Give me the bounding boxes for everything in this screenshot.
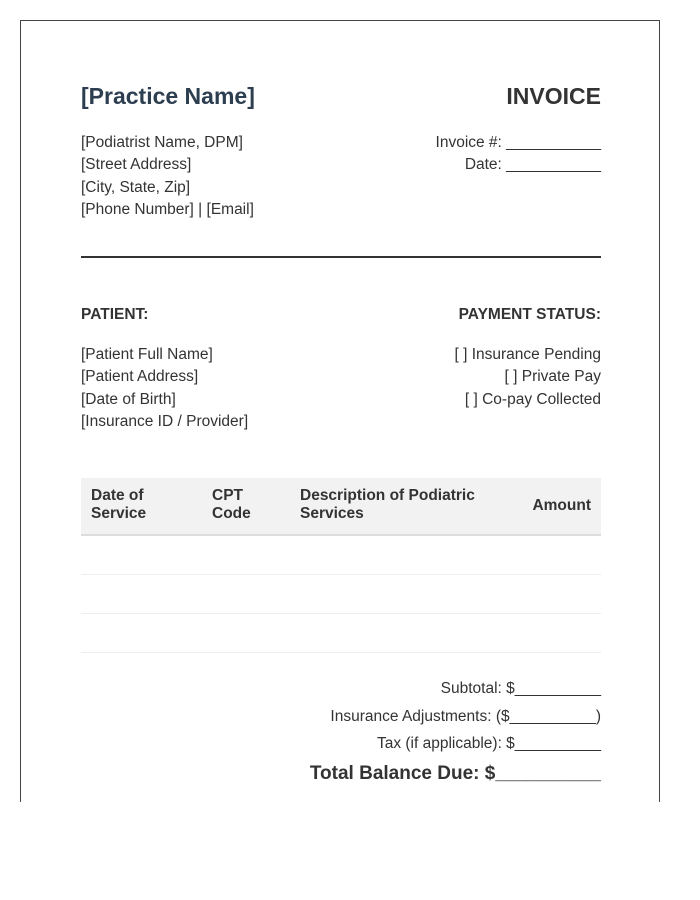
total-balance-due: Total Balance Due: $__________ [309, 762, 601, 784]
status-private-pay: [ ] Private Pay [504, 368, 601, 386]
invoice-number-field: Invoice #: ___________ [435, 134, 601, 151]
invoice-date-field: Date: ___________ [464, 156, 601, 174]
practice-details [81, 132, 254, 221]
column-cpt-code: CPT Code [212, 487, 251, 522]
header-divider [81, 256, 601, 258]
invoice-meta [436, 132, 601, 177]
tax: Tax (if applicable): $__________ [376, 735, 601, 752]
status-copay-collected: [ ] Co-pay Collected [464, 390, 601, 408]
services-table [81, 478, 601, 653]
status-insurance-pending: [ ] Insurance Pending [454, 346, 601, 363]
payment-status-heading: PAYMENT STATUS: [458, 306, 601, 323]
column-description: Description of Podiatric Services [300, 487, 475, 522]
invoice-page [20, 20, 660, 802]
podiatrist-name: [Podiatrist Name, DPM] [81, 134, 243, 151]
invoice-title: INVOICE [506, 83, 601, 109]
city-state-zip: [City, State, Zip] [81, 178, 191, 196]
subtotal: Subtotal: $__________ [440, 680, 601, 697]
table-row [81, 575, 601, 614]
patient-dob: [Date of Birth] [81, 390, 176, 408]
patient-heading: PATIENT: [81, 306, 149, 323]
table-header [81, 478, 601, 536]
street-address: [Street Address] [81, 156, 192, 174]
insurance-adjustments: Insurance Adjustments: ($__________) [330, 707, 601, 725]
column-date-of-service: Date of Service [91, 487, 147, 522]
table-row [81, 536, 601, 575]
column-amount: Amount [532, 497, 591, 514]
totals-section [310, 675, 601, 789]
patient-insurance: [Insurance ID / Provider] [81, 412, 249, 430]
payment-status-options [455, 344, 602, 411]
practice-name: [Practice Name] [81, 83, 255, 109]
table-row [81, 614, 601, 653]
patient-full-name: [Patient Full Name] [81, 346, 213, 363]
patient-address: [Patient Address] [81, 368, 199, 386]
patient-details [81, 344, 248, 433]
phone-email: [Phone Number] | [Email] [81, 200, 254, 218]
